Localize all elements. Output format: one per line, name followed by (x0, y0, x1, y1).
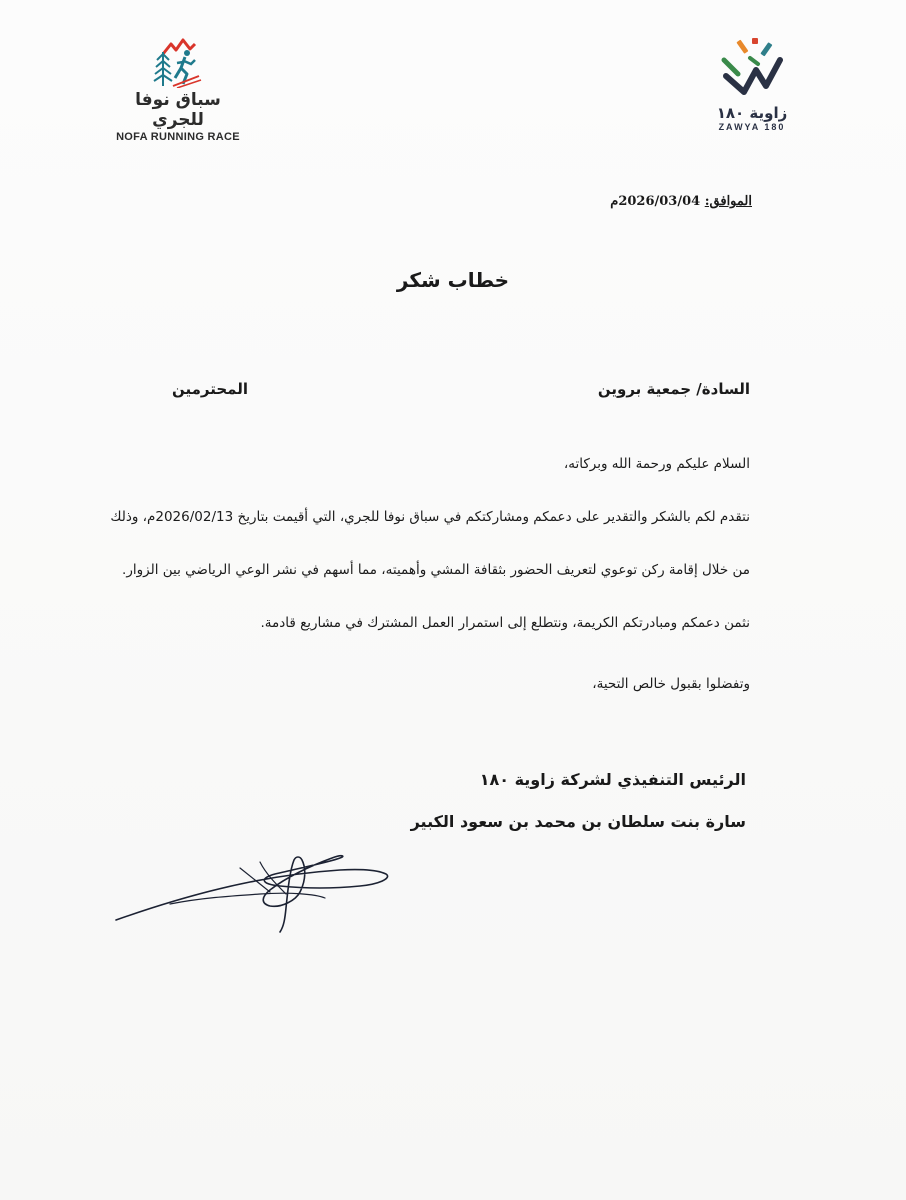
zawya-logo-english: ZAWYA 180 (718, 122, 786, 132)
letter-date (610, 194, 752, 209)
letter-title: خطاب شكر (396, 268, 510, 292)
body-line-3: نثمن دعمكم ومبادرتكم الكريمة، ونتطلع إلى استمرار العمل المشترك في مشاريع قادمة. (260, 615, 750, 631)
recipient: السادة/ جمعية بروين (597, 380, 750, 398)
nofa-logo-english: NOFA RUNNING RACE (116, 131, 240, 143)
signatory-name: سارة بنت سلطان بن محمد بن سعود الكبير (410, 812, 746, 831)
zawya-180-logo (700, 34, 804, 146)
zawya-logo-arabic: زاوية ١٨٠ (716, 104, 788, 122)
nofa-runner-icon (143, 36, 213, 88)
body-line-2: من خلال إقامة ركن توعوي لتعريف الحضور بثقافة المشي وأهميته، مما أسهم في نشر الوعي الرياضي بين الزوار. (122, 562, 750, 578)
greeting-line: السلام عليكم ورحمة الله وبركاته، (563, 456, 750, 472)
zawya-emblem-icon (716, 34, 788, 100)
closing-line: وتفضلوا بقبول خالص التحية، (592, 676, 750, 692)
recipient-honorific: المحترمين (172, 380, 249, 398)
date-label: الموافق: (704, 194, 752, 209)
signatory-title: الرئيس التنفيذي لشركة زاوية ١٨٠ (479, 770, 746, 789)
nofa-running-race-logo (108, 36, 248, 143)
date-value: 2026/03/04م (610, 194, 701, 209)
handwritten-signature (110, 848, 400, 938)
body-line-1: نتقدم لكم بالشكر والتقدير على دعمكم ومشاركتكم في سباق نوفا للجري، التي أقيمت بتاريخ 2026/02/13م، وذلك (110, 509, 750, 525)
nofa-logo-arabic: سباق نوفا للجري (135, 90, 221, 130)
